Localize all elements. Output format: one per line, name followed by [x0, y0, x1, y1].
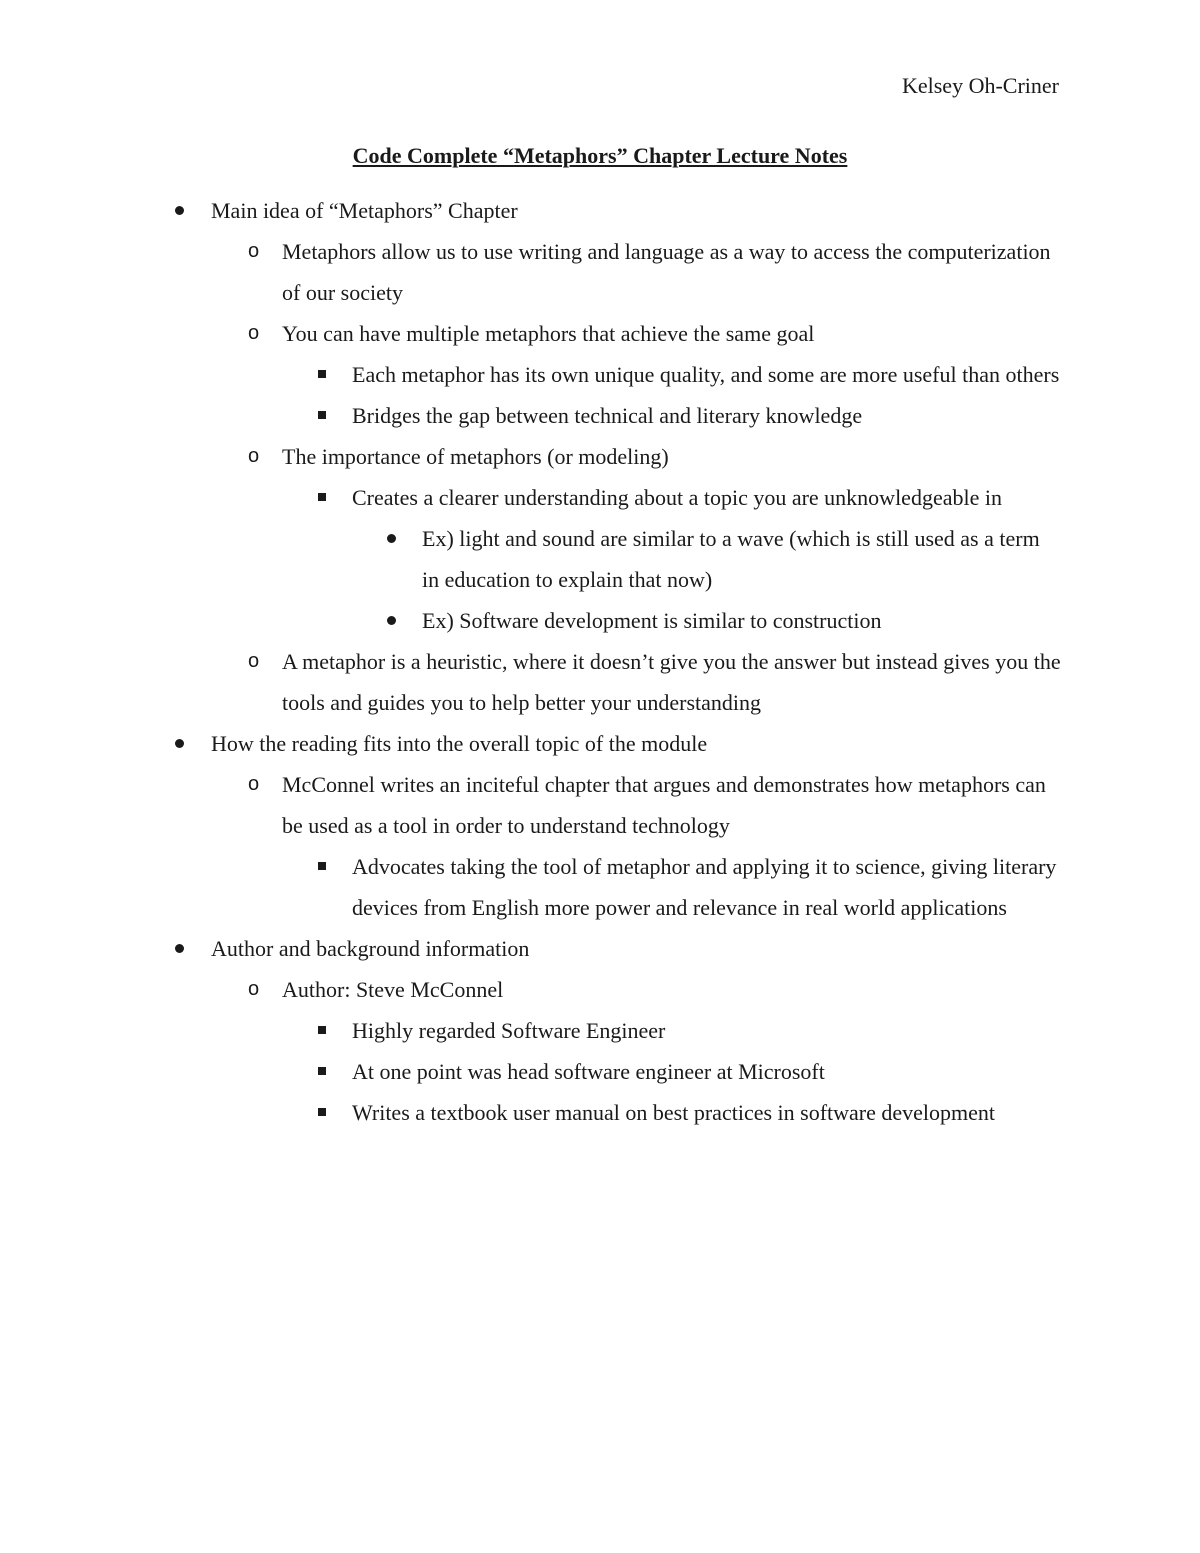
outline-item-text: Advocates taking the tool of metaphor and applying it to science, giving literary devices from English more power and relevance in real world applications [352, 854, 1057, 920]
bullet-icon [318, 493, 326, 501]
outline-item [0, 354, 1200, 395]
document-title: Code Complete “Metaphors” Chapter Lecture Notes [352, 143, 848, 168]
bullet-icon [318, 411, 326, 419]
outline-item-text: A metaphor is a heuristic, where it doesn’t give you the answer but instead gives you the tools and guides you to help better your understanding [282, 649, 1061, 715]
bullet-icon [175, 206, 184, 215]
outline-item [0, 436, 1200, 477]
bullet-icon [248, 982, 262, 996]
outline-item [0, 1051, 1200, 1092]
outline-item [0, 600, 1200, 641]
outline-item [0, 518, 1200, 600]
bullet-icon [318, 1026, 326, 1034]
bullet-icon [318, 862, 326, 870]
author-name: Kelsey Oh-Criner [901, 73, 1059, 98]
outline-item-text: Author: Steve McConnel [282, 977, 504, 1002]
bullet-icon [318, 370, 326, 378]
bullet-icon [387, 534, 396, 543]
outline-item [0, 231, 1200, 313]
outline-item-text: Creates a clearer understanding about a topic you are unknowledgeable in [352, 485, 1002, 510]
outline-item-text: McConnel writes an inciteful chapter that argues and demonstrates how metaphors can be used as a tool in order to understand technology [282, 772, 1046, 838]
outline-item-text: Main idea of “Metaphors” Chapter [211, 198, 518, 223]
outline-item-text: Ex) light and sound are similar to a wave (which is still used as a term in education to explain that now) [422, 526, 1040, 592]
outline-item-text: How the reading fits into the overall topic of the module [211, 731, 708, 756]
outline-item [0, 846, 1200, 928]
outline-item-text: The importance of metaphors (or modeling) [282, 444, 669, 469]
outline-item-text: You can have multiple metaphors that achieve the same goal [282, 321, 815, 346]
outline-item-text: Bridges the gap between technical and literary knowledge [352, 403, 863, 428]
bullet-icon [175, 944, 184, 953]
outline-item-text: Author and background information [211, 936, 530, 961]
bullet-icon [248, 654, 262, 668]
bullet-icon [318, 1108, 326, 1116]
outline-item [0, 723, 1200, 764]
bullet-icon [248, 777, 262, 791]
bullet-icon [387, 616, 396, 625]
bullet-icon [248, 244, 262, 258]
outline-item [0, 1010, 1200, 1051]
outline-item [0, 764, 1200, 846]
bullet-icon [248, 449, 262, 463]
bullet-icon [248, 326, 262, 340]
outline-item [0, 190, 1200, 231]
outline-item-text: Writes a textbook user manual on best practices in software development [352, 1100, 996, 1125]
outline-item-text: Each metaphor has its own unique quality, and some are more useful than others [352, 362, 1060, 387]
bullet-icon [175, 739, 184, 748]
outline-item-text: At one point was head software engineer at Microsoft [352, 1059, 825, 1084]
outline-item [0, 969, 1200, 1010]
outline-item-text: Ex) Software development is similar to construction [422, 608, 882, 633]
outline-item [0, 928, 1200, 969]
outline-item [0, 477, 1200, 518]
outline-item [0, 313, 1200, 354]
outline-item-text: Metaphors allow us to use writing and language as a way to access the computerization of our society [282, 239, 1051, 305]
outline-item [0, 395, 1200, 436]
bullet-icon [318, 1067, 326, 1075]
lecture-outline [0, 190, 1200, 1133]
outline-item-text: Highly regarded Software Engineer [352, 1018, 666, 1043]
outline-item [0, 1092, 1200, 1133]
outline-item [0, 641, 1200, 723]
